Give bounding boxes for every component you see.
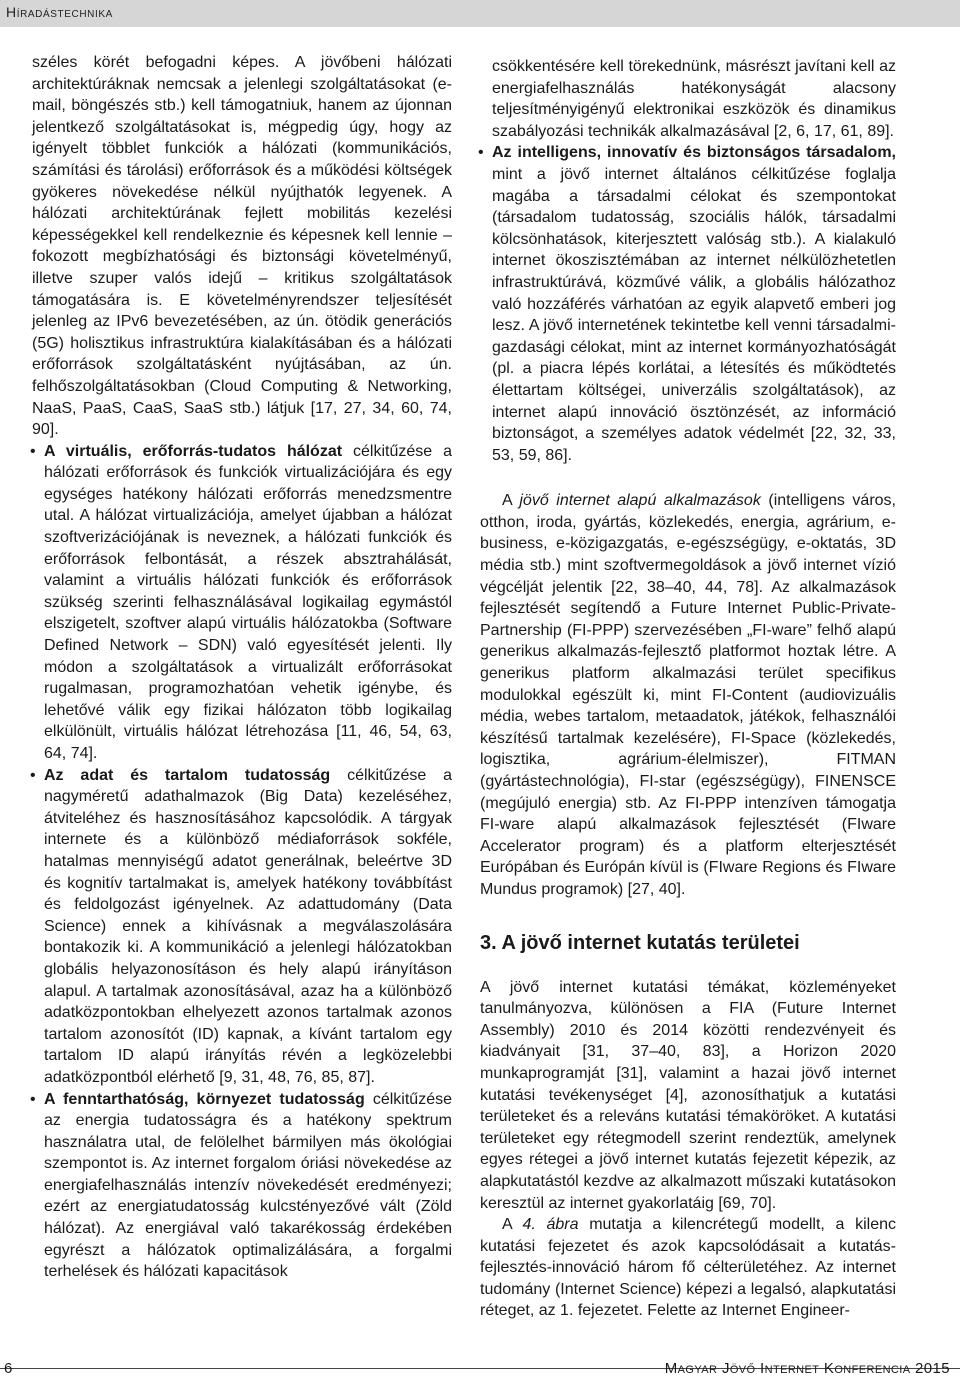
list-item-virtual-network [32,441,452,765]
paragraph-architecture: széles körét befogadni képes. A jövőbeni hálózati architektúráknak nemcsak a jelenlegi szolgáltatásokat (e-mail, böngészés stb.) kell támogatniuk, hanem az újonnan jelentkező szolgáltatásokat is, mégpedig úgy, hogy az igényelt többlet funkciók a hálózati (kommunikációs, számítási és tárolási) erőforrások és a működési költségek gyökeres növekedése nélkül nyújthatók legyenek. A hálózati architektúrának fejlett mobilitás kezelési képességekkel kell rendelkeznie és képesnek kell lennie – fokozott megbízhatósági és biztonsági követelményű, illetve szuper valós idejű – kritikus szolgáltatások támogatására is. E követelményrendszer teljesítését jelenleg az IPv6 bevezetésében, az ún. ötödik generációs (5G) holisztikus infrastruktúra kialakításában és a hálózati erőforrások szolgáltatásként nyújtásában, az ún. felhőszolgáltatásokban (Cloud Computing & Networking, NaaS, PaaS, CaaS, SaaS stb.) látjuk [17, 27, 34, 60, 74, 90]. [32,54,452,439]
text-run: mutatja a kilencrétegű modellt, a kilenc kutatási fejezetet és azok kapcsolódásait a kutatás-fejlesztés-innováció három fő célterületéhez. Az internet tudomány (Internet Science) képezi a legalsó, alapkutatási réteget, az 1. fejezetet. Felette az Internet Engineer- [480,1216,897,1320]
page-number: 6 [4,1360,13,1377]
right-column [480,56,896,1322]
section-heading: 3. A jövő internet kutatás területei [480,931,800,954]
list-item-text: mint a jövő internet általános célkitűzése foglalja magába a társadalmi célokat és szempontokat (társadalom tudatosság, szociális hálók, társadalmi kölcsönhatások, kiterjesztett valóság stb.). A kialakuló internet ökoszisztémában az internet nélkülözhetetlen infrastruktúrává, közművé válik, a globális hálózathoz való hozzáférés várhatóan az egyik alapvető emberi jog lesz. A jövő internetének tekintetbe kell venni társadalmi-gazdasági célokat, mint az internet kormányozhatóságát (pl. a piacra lépés korlátai, a létesítés és működtetés élettartam költségei, univerzális szolgáltatások), az internet alapú innováció ösztönzését, az információ biztonságot, a személyes adatok védelmét [22, 32, 33, 53, 59, 86]. [492,165,896,464]
text-run: A [502,1216,523,1234]
list-item-text: célkitűzése az energia tudatosságra és a hatékony spektrum használatra utal, de felölelhet bármilyen más ökológiai szempontot is. Az internet forgalom óriási növekedése az energiafelhasználás intenzív növekedését eredményezi; ezért az energiatudatosság kulcstényezővé vált (Zöld hálózat). Az energiával való takarékosság érdekében egyrészt a hálózatok optimalizálására, a forgalmi terhelések és hálózati kapacitások [44,1090,452,1281]
list-item-heading: A fenntarthatóság, környezet tudatosság [44,1090,365,1108]
list-item-heading: Az adat és tartalom tudatosság [44,766,331,784]
list-item-data-awareness [32,765,452,1089]
figure-reference: 4. ábra [522,1216,579,1234]
list-item-sustainability [32,1089,452,1283]
list-item-heading: Az intelligens, innovatív és biztonságos társadalom, [492,144,896,162]
running-header [0,0,960,27]
goal-list-left [32,441,452,1283]
paragraph-figure-ref [480,1214,896,1322]
paragraph-research-areas: A jövő internet kutatási témákat, közleményeket tanulmányozva, különösen a FIA (Future Internet Assembly) 2010 és 2014 közötti rendezvényeit és kiadványait [31, 37–40, 83], a Horizon 2020 munkaprogramját [31], valamint a hazai jövő internet kutatási tevékenységet [4], azonosíthatjuk a kutatási területeket és a releváns kutatási témaköröket. A kutatási területeket egy rétegmodell szerint rendeztük, amelynek egyes rétegei a jövő internet kutatás fejezetit képezik, az alapkutatástól kezdve az alkalmazott műszaki kutatásokon keresztül az internet gyakorlatáig [69, 70]. [480,978,896,1212]
spacer [480,955,896,977]
paragraph-applications [480,490,896,900]
text-run: (intelligens város, otthon, iroda, gyártás, közlekedés, energia, agrárium, e-business, e-közigazgatás, e-egészségügy, e-oktatás, 3D média stb.) mint szoftvermegoldások a jövő internet vízió végcélját jelentik [22, 38–40, 44, 78]. Az alkalmazások fejlesztését segítendő a Future Internet Public-Private-Partnership (FI-PPP) szervezésében „FI-ware” felhő alapú generikus alkalmazás-fejlesztő platformot hoztak létre. A generikus platform alkalmazási terület specifikus modulokkal egészült ki, mint FI-Content (audiovizuális média, webes tartalom, metaadatok, játékok, felhasználói készítésű tartalmak kezelésére), FI-Space (közlekedés, logisztika, agrárium-élelmiszer), FITMAN (gyártástechnológia), FI-star (egészségügy), FINENSCE (megújuló energia) stb. Az FI-PPP intenzíven támogatja FI-ware alapú alkalmazások fejlesztését (FIware Accelerator program) és a platform elterjesztését Európában és Európán kívül is (FIware Regions és FIware Mundus programok) [27, 40]. [480,492,896,898]
spacer [480,466,896,490]
text-run: A [502,492,520,510]
spacer [480,901,896,931]
list-item-society [480,142,896,466]
list-item-text: célkitűzése a hálózati erőforrások és funkciók virtualizációjára és egy egységes hatékony hálózati erőforrás menedzsmentre utal. A hálózat virtualizációja, amelyet újabban a hálózat szoftverizációjának is neveznek, a hálózati funkciók és erőforrások felbontását, a részek absztrahálását, valamint a virtuális hálózati funkciók és erőforrások szükség szerinti felhasználásával logikailag egymástól elszigetelt, szoftver alapú virtuális hálózatokba (Software Defined Network – SDN) való egyesítését jelenti. Ily módon a szolgáltatások a virtualizált erőforrásokat rugalmasan, programozhatóan vehetik igénybe, és lehetővé válik egy fizikai hálózaton több logikailag elkülönült, virtuális hálózat létrehozása [11, 46, 54, 63, 64, 74]. [44,442,452,762]
paragraph-continuation: csökkentésére kell törekednünk, másrészt javítani kell az energiafelhasználás hatékonyságát alacsony teljesítményigényű elektronikai eszközök és dinamikus szabályozási technikák alkalmazásával [2, 6, 17, 61, 89]. [492,58,896,140]
list-item-text: célkitűzése a nagyméretű adathalmazok (Big Data) kezeléséhez, átviteléhez és hasznosításához kapcsolódik. A tárgyak internete és a különböző médiaforrások sokféle, hatalmas mennyiségű adatot generálnak, beleértve 3D és kognitív tartalmakat is, amelyek hatékony továbbítást és feldolgozást igényelnek. Az adattudomány (Data Science) ennek a kihívásnak a megválaszolására bontakozik ki. A kommunikáció a jelenlegi hálózatokban globális helyazonosításon és hely alapú irányításon alapul. A tartalmak azonosításával, azaz ha a különböző adatközpontokban elhelyezett azonos tartalmak azonos tartalom azonosítót (ID) kapnak, a kívánt tartalom egy tartalom ID alapú irányítás révén a legközelebbi adatközpontból elérhető [9, 31, 48, 76, 85, 87]. [44,766,453,1086]
footer-title: Magyar Jövő Internet Konferencia 2015 [664,1360,950,1377]
journal-title: Híradástechnika [6,4,113,20]
list-item-heading: A virtuális, erőforrás-tudatos hálózat [44,442,343,460]
left-column [32,52,452,1283]
goal-list-right [480,142,896,466]
italic-term: jövő internet alapú alkalmazások [519,492,761,510]
